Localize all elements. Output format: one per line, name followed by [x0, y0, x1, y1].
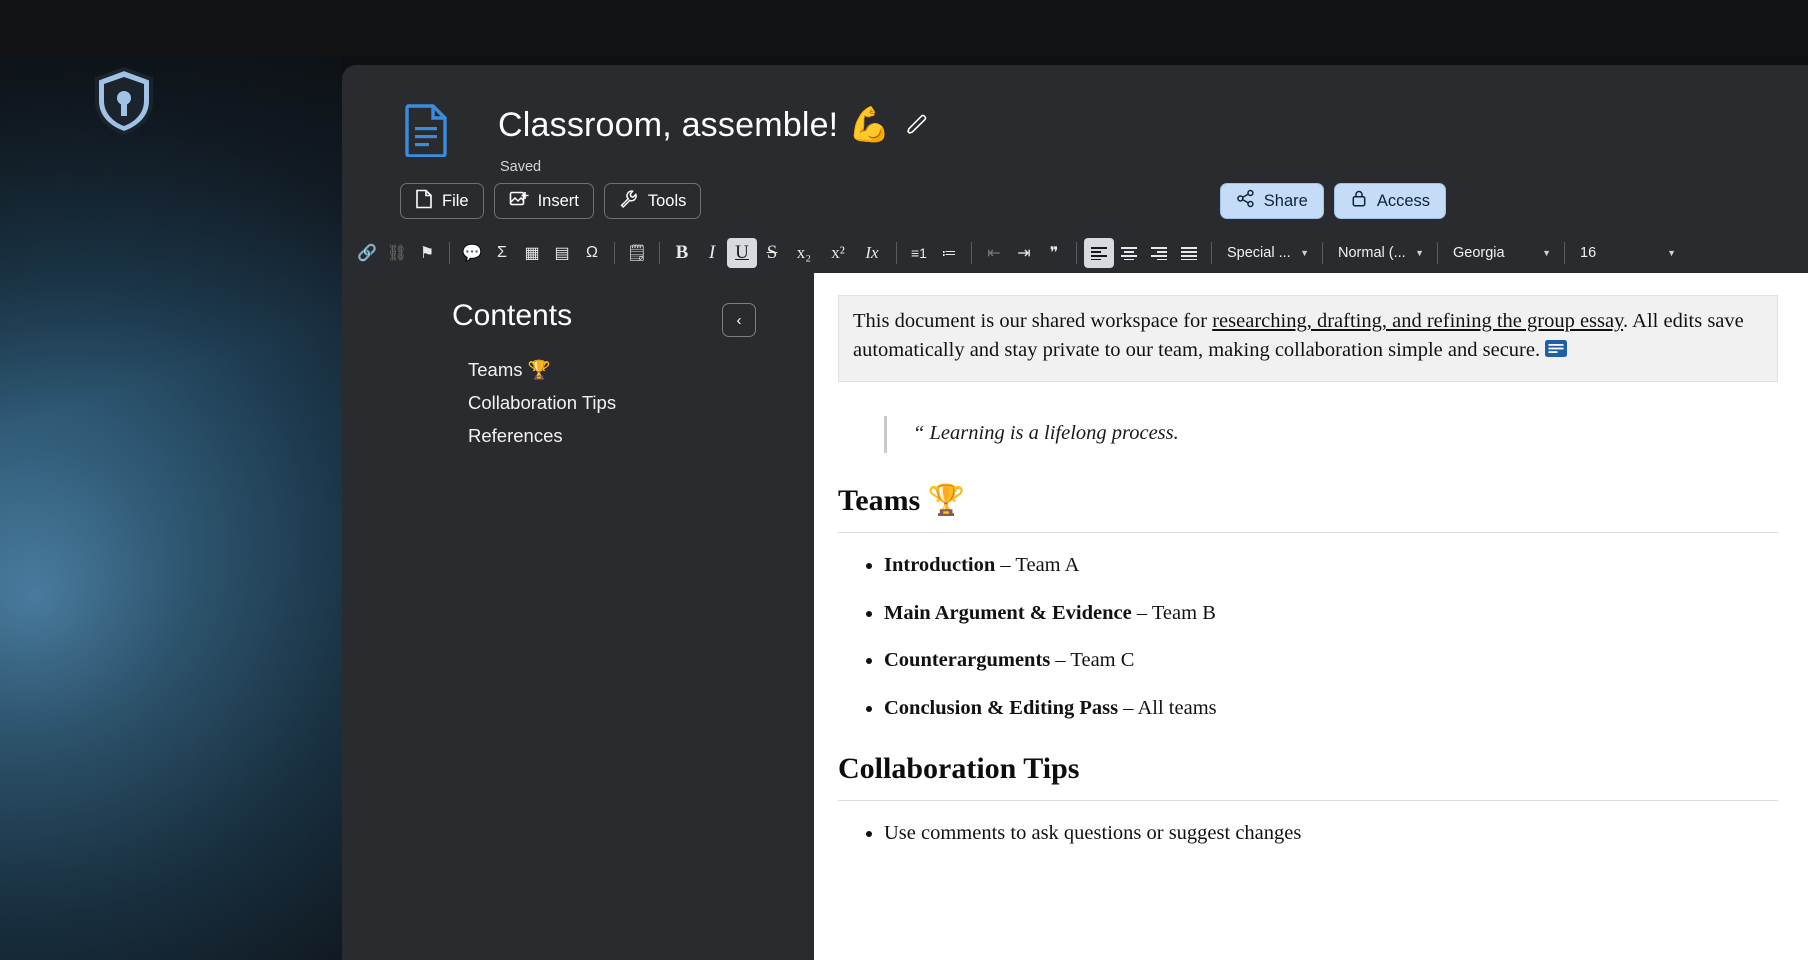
- chevron-left-icon: ‹: [736, 311, 742, 329]
- save-status: Saved: [500, 159, 542, 175]
- share-label: Share: [1263, 191, 1308, 210]
- list-item: [884, 696, 1778, 722]
- insert-menu-label: Insert: [537, 191, 579, 210]
- align-center-icon[interactable]: [1114, 238, 1144, 268]
- list-item-label: Counterarguments: [884, 649, 1051, 672]
- chevron-down-icon: ▼: [1542, 248, 1551, 258]
- toolbar-separator: [1564, 242, 1565, 264]
- align-right-icon[interactable]: [1144, 238, 1174, 268]
- document-icon: [404, 103, 448, 157]
- chevron-down-icon: ▼: [1415, 248, 1424, 258]
- document-header: [342, 65, 1808, 210]
- table-of-contents: [468, 359, 616, 447]
- list-item-label: Conclusion & Editing Pass: [884, 697, 1119, 720]
- list-item-label: Main Argument & Evidence: [884, 601, 1132, 624]
- insert-note-icon[interactable]: 🗒: [626, 245, 648, 262]
- equation-icon[interactable]: Σ: [497, 244, 507, 261]
- section-heading-teams: Teams 🏆: [838, 483, 1778, 533]
- teams-list: [838, 553, 1778, 722]
- access-button[interactable]: [1334, 183, 1446, 219]
- list-item-value: – All teams: [1118, 697, 1217, 720]
- list-item-value: – Team A: [995, 554, 1080, 577]
- font-family-value: Georgia: [1453, 245, 1505, 261]
- sidebar-item-collaboration-tips[interactable]: Collaboration Tips: [468, 392, 617, 413]
- numbered-list-icon[interactable]: ≡1: [911, 245, 927, 261]
- clear-formatting-icon[interactable]: Ix: [865, 243, 879, 262]
- align-left-icon[interactable]: [1084, 238, 1114, 268]
- intro-paragraph[interactable]: [838, 295, 1778, 382]
- toolbar-separator: [896, 242, 897, 264]
- formatting-toolbar: [342, 233, 1808, 273]
- insert-link-icon[interactable]: 🔗: [357, 245, 377, 262]
- special-styles-select[interactable]: [1219, 239, 1315, 267]
- list-item: [884, 553, 1778, 579]
- font-family-select[interactable]: [1445, 239, 1557, 267]
- contents-sidebar: [342, 273, 814, 960]
- page-break-icon[interactable]: ▤: [554, 245, 570, 262]
- contents-title: Contents: [452, 299, 573, 332]
- italic-icon[interactable]: I: [708, 242, 716, 263]
- bold-icon[interactable]: B: [675, 242, 689, 263]
- document-canvas[interactable]: [814, 273, 1808, 960]
- intro-text-post: . All edits save automatically and stay private to our team, making collaboration simple and secure.: [853, 310, 1744, 362]
- share-icon: [1236, 189, 1255, 213]
- file-menu-button[interactable]: [400, 183, 484, 219]
- list-item-value: Use comments to ask questions or suggest changes: [884, 821, 1302, 844]
- top-strip: [0, 0, 1808, 56]
- sidebar-item-teams[interactable]: Teams 🏆: [468, 359, 551, 380]
- chevron-down-icon: ▼: [1667, 248, 1676, 258]
- insert-table-icon[interactable]: ▦: [524, 245, 540, 262]
- toolbar-separator: [1076, 242, 1077, 264]
- superscript-icon[interactable]: x²: [831, 243, 845, 262]
- subscript-icon[interactable]: x₂: [796, 243, 812, 262]
- toolbar-separator: [449, 242, 450, 264]
- special-character-icon[interactable]: Ω: [586, 244, 598, 261]
- toolbar-separator: [1322, 242, 1323, 264]
- comment-marker-icon[interactable]: [1544, 339, 1568, 369]
- tips-list: [838, 821, 1778, 847]
- decrease-indent-icon: ⇤: [987, 245, 1001, 262]
- paragraph-style-value: Normal (...: [1338, 245, 1406, 261]
- align-justify-icon[interactable]: [1174, 238, 1204, 268]
- access-label: Access: [1376, 191, 1430, 210]
- list-item-value: – Team C: [1050, 649, 1135, 672]
- list-item: [884, 821, 1778, 847]
- toolbar-separator: [1211, 242, 1212, 264]
- list-item-label: Introduction: [884, 554, 996, 577]
- chevron-down-icon: ▼: [1300, 248, 1309, 258]
- collapse-sidebar-button[interactable]: [722, 303, 756, 337]
- quote-text: Learning is a lifelong process.: [929, 422, 1179, 445]
- list-item: [884, 648, 1778, 674]
- pencil-icon[interactable]: [905, 113, 929, 137]
- blockquote: [884, 416, 1778, 453]
- sidebar-item-references[interactable]: References: [468, 425, 563, 446]
- tools-menu-label: Tools: [647, 191, 687, 210]
- font-size-value: 16: [1580, 245, 1597, 261]
- tools-menu-button[interactable]: [604, 183, 702, 219]
- bulleted-list-icon[interactable]: ≔: [941, 245, 957, 262]
- intro-link[interactable]: researching, drafting, and refining the group essay: [1212, 310, 1624, 332]
- wrench-icon: [619, 189, 639, 214]
- increase-indent-icon[interactable]: ⇥: [1017, 245, 1031, 262]
- shield-logo-icon: [93, 67, 155, 135]
- document-editor-window: [342, 65, 1808, 960]
- comment-icon[interactable]: 💬: [462, 245, 482, 262]
- section-heading-collaboration-tips: Collaboration Tips: [838, 752, 1778, 801]
- quote-mark: “: [913, 422, 925, 445]
- insert-menu-button[interactable]: [494, 183, 594, 219]
- share-button[interactable]: [1220, 183, 1324, 219]
- font-size-select[interactable]: [1572, 239, 1682, 267]
- file-menu-label: File: [442, 191, 469, 210]
- toolbar-separator: [1437, 242, 1438, 264]
- paragraph-style-select[interactable]: [1330, 239, 1430, 267]
- strikethrough-icon[interactable]: S: [766, 242, 778, 263]
- blockquote-icon[interactable]: ❞: [1049, 245, 1059, 262]
- bookmark-flag-icon[interactable]: ⚑: [419, 245, 435, 262]
- header-actions: [1220, 183, 1446, 219]
- remove-link-icon: ⛓: [386, 245, 408, 262]
- menu-bar: [400, 183, 701, 219]
- insert-image-icon: [509, 189, 529, 214]
- lock-icon: [1350, 189, 1368, 213]
- list-item-value: – Team B: [1131, 601, 1216, 624]
- toolbar-separator: [614, 242, 615, 264]
- underline-icon[interactable]: U: [727, 238, 757, 268]
- editor-body: [342, 273, 1808, 960]
- page-title: Classroom, assemble! 💪: [498, 106, 891, 144]
- special-styles-value: Special ...: [1227, 245, 1291, 261]
- intro-text-pre: This document is our shared workspace for: [853, 310, 1213, 332]
- wallpaper: [0, 0, 342, 960]
- document-title-row[interactable]: [498, 105, 929, 145]
- file-icon: [415, 189, 433, 214]
- toolbar-separator: [659, 242, 660, 264]
- toolbar-separator: [971, 242, 972, 264]
- list-item: [884, 601, 1778, 627]
